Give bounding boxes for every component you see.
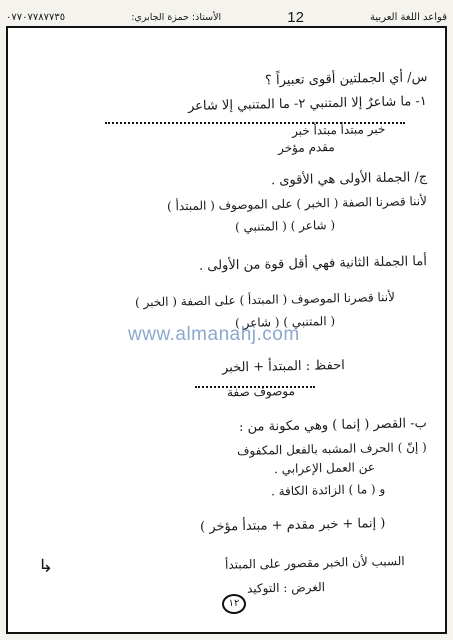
purpose-line: الغرض : التوكيد (246, 580, 326, 596)
page-footer-number: ١٢ (222, 594, 246, 614)
section-b-line-3: عن العمل الإعرابي . (273, 460, 376, 477)
subject-title: قواعد اللغة العربية (370, 11, 447, 23)
phone-number: ٠٧٧٠٧٧٨٧٧٣٥ (6, 11, 66, 23)
page-number: 12 (287, 8, 304, 26)
roles-line-2: مقدم مؤخر (278, 140, 336, 156)
question-line: س/ أي الجملتين أقوى تعبيراً ؟ (264, 70, 428, 89)
answer-line-2: لأننا قصرنا الصفة ( الخبر ) على الموصوف ( المبتدأ ) (167, 194, 428, 214)
answer-line-5: لأننا قصرنا الموصوف ( المبتدأ ) على الصفة ( الخبر ) (135, 290, 396, 310)
roles-line: خبر مبتدأ مبتدأ خبر (291, 122, 386, 138)
section-b-line-2: ( إنّ ) الحرف المشبه بالفعل المكفوف (237, 440, 428, 458)
memorize-line-2: موصوف صفة (226, 384, 296, 400)
arrow-icon: ↳ (38, 556, 54, 577)
section-b-line-4: و ( ما ) الزائدة الكافة . (270, 482, 386, 499)
reason-line: السبب لأن الخبر مقصور على المبتدأ (225, 554, 406, 572)
answer-line-3: ( شاعر ) ( المتنبي ) (234, 218, 336, 235)
memorize-line: احفظ : المبتدأ + الخبر (222, 358, 346, 376)
page-header (6, 8, 447, 26)
watermark: www.almanahj.com (128, 324, 300, 345)
handwritten-page (6, 26, 447, 634)
answer-line-6: ( المتنبي ) ( شاعر ) (234, 314, 336, 331)
question-options: ١- ما شاعرٌ إلا المتنبي ٢- ما المتنبي إلا شاعر (188, 94, 428, 114)
answer-line-4: أما الجملة الثانية فهي أقل قوة من الأولى . (199, 254, 428, 274)
teacher-name: الأستاذ: حمزة الجابري: (131, 11, 222, 23)
section-b-title: ب- القصر ( إنما ) وهي مكونة من : (239, 416, 428, 435)
formula-line: ( إنما + خبر مقدم + مبتدأ مؤخر ) (199, 516, 386, 535)
answer-line-1: ج/ الجملة الأولى هي الأقوى . (270, 170, 428, 189)
